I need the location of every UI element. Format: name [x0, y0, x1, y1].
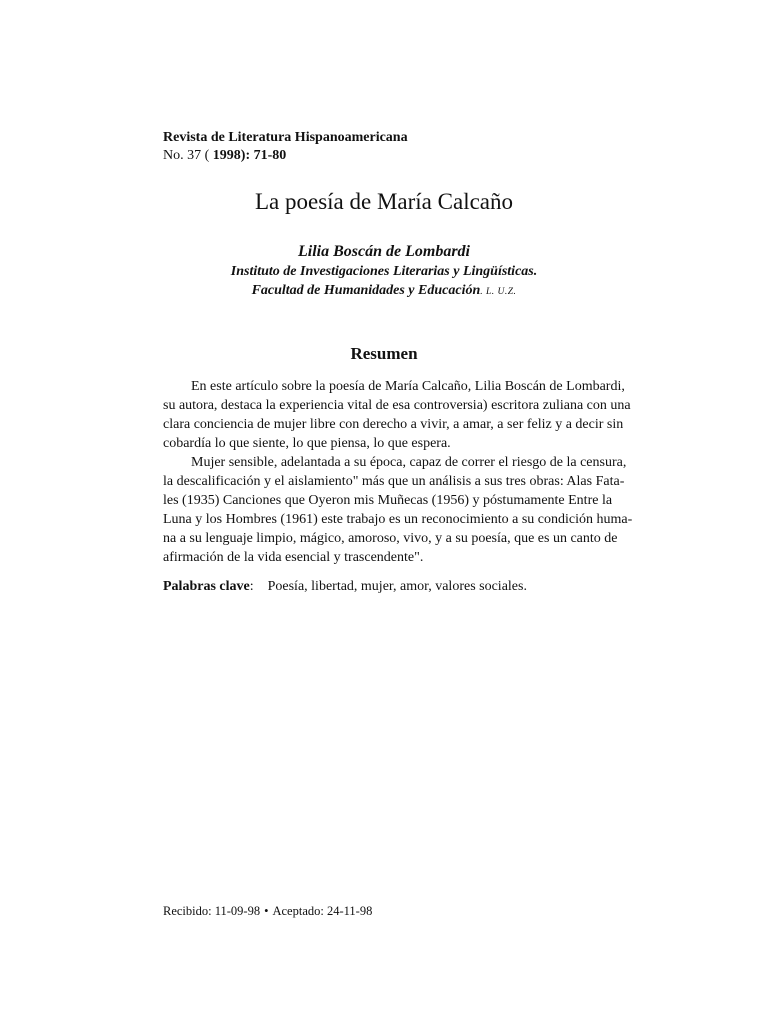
- abstract-body: [163, 377, 633, 567]
- abstract-line: Luna y los Hombres (1961) este trabajo es un reconocimiento a su condición huma-: [163, 512, 633, 527]
- accepted-date: Aceptado: 24-11-98: [272, 904, 373, 918]
- abstract-heading: Resumen: [350, 344, 418, 363]
- abstract-line: afirmación de la vida esencial y trascendente".: [163, 550, 424, 565]
- author-institute: Instituto de Investigaciones Literarias y Lingüísticas.: [230, 264, 538, 279]
- keywords: [163, 578, 527, 596]
- date-separator: •: [264, 904, 269, 918]
- dates-footer: [163, 903, 372, 919]
- abstract-line: les (1935) Canciones que Oyeron mis Muñecas (1956) y póstumamente Entre la: [163, 493, 613, 508]
- issue-year-pages: 1998): 71-80: [212, 148, 287, 163]
- author-university: . L. U.Z.: [480, 287, 517, 297]
- abstract-line: Mujer sensible, adelantada a su época, capaz de correr el riesgo de la censura,: [191, 455, 627, 470]
- journal-name: Revista de Literatura Hispanoamericana: [163, 130, 408, 145]
- abstract-line: su autora, destaca la experiencia vital de esa controversia) escritora zuliana con una: [163, 398, 631, 413]
- received-date: Recibido: 11-09-98: [163, 904, 261, 918]
- abstract-line: En este artículo sobre la poesía de María Calcaño, Lilia Boscán de Lombardi,: [191, 379, 625, 394]
- abstract-line: clara conciencia de mujer libre con derecho a vivir, a amar, a ser feliz y a decir sin: [163, 417, 624, 432]
- article-title: La poesía de María Calcaño: [255, 189, 513, 214]
- journal-issue: [163, 148, 286, 163]
- abstract-line: la descalificación y el aislamiento" más que un análisis a sus tres obras: Alas Fata-: [163, 474, 625, 489]
- author-faculty-line: [0, 281, 768, 302]
- keywords-colon: :: [249, 579, 254, 594]
- journal-header: [163, 129, 408, 165]
- author-faculty: Facultad de Humanidades y Educación: [251, 283, 481, 298]
- issue-number: No. 37 (: [163, 148, 213, 163]
- author-name: Lilia Boscán de Lombardi: [298, 243, 470, 260]
- keywords-values: Poesía, libertad, mujer, amor, valores sociales.: [267, 579, 527, 594]
- abstract-line: na a su lenguaje limpio, mágico, amoroso, vivo, y a su poesía, que es un canto de: [163, 531, 618, 546]
- keywords-label: Palabras clave: [163, 579, 250, 594]
- author-block: [0, 242, 768, 302]
- abstract-line: cobardía lo que siente, lo que piensa, lo que espera.: [163, 436, 451, 451]
